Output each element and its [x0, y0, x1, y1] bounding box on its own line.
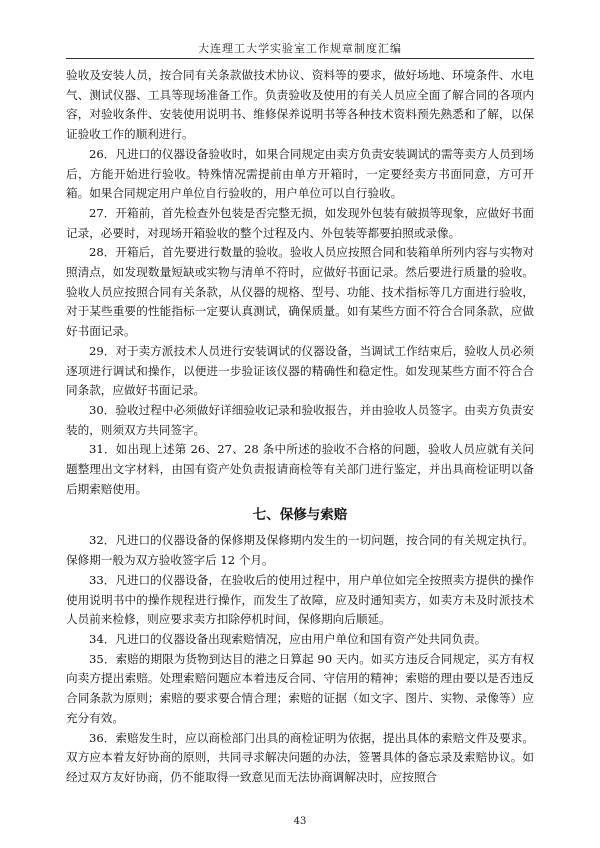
paragraph-30: 30．验收过程中必须做好详细验收记录和验收报告，并由验收人员签字。由卖方负责安装的，则须双方共同签字。 — [66, 402, 534, 437]
running-header: 大连理工大学实验室工作规章制度汇编 — [198, 42, 402, 55]
paragraph-32: 32．凡进口的仪器设备的保修期及保修期内发生的一切问题，按合同的有关规定执行。保修期一般为双方验收签字后 12 个月。 — [66, 533, 534, 568]
paragraph-27: 27．开箱前，首先检查外包装是否完整无损，如发现外包装有破损等现象，应做好书面记录，必要时，对现场开箱验收的整个过程及内、外包装等都要拍照或录像。 — [66, 205, 534, 240]
page-body — [66, 66, 534, 788]
section-heading: 七、保修与索赔 — [252, 507, 348, 524]
page-number: 43 — [293, 816, 307, 827]
paragraph-31: 31．如出现上述第 26、27、28 条中所述的验收不合格的问题，验收人员应就有关问题整理出文字材料，由国有资产处负责报请商检等有关部门进行鉴定，并出具商检证明以备后期索赔使用。 — [66, 442, 534, 496]
header-divider — [66, 58, 534, 59]
paragraph-25-continued: 验收及安装人员，按合同有关条款做技术协议、资料等的要求，做好场地、环境条件、水电气、测试仪器、工具等现场准备工作。负责验收及使用的有关人员应全面了解合同的各项内容，对验收条件、安装使用说明书、维修保养说明书等各种技术资料预先熟悉和了解，以保证验收工作的顺利进行。 — [66, 68, 534, 142]
paragraph-35: 35．索赔的期限为货物到达目的港之日算起 90 天内。如买方违反合同规定，买方有权向卖方提出索赔。处理索赔问题应本着违反合同、守信用的精神；索赔的理由要以是否违反合同条款为原则；索赔的要求要合情合理；索赔的证据（如文字、图片、实物、录像等）应充分有效。 — [66, 651, 534, 725]
paragraph-36: 36．索赔发生时，应以商检部门出具的商检证明为依据，提出具体的索赔文件及要求。双方应本着友好协商的原则，共同寻求解决问题的办法，签署具体的备忘录及索赔协议。如经过双方友好协商，仍不能取得一致意见而无法协商调解决时，应按照合 — [66, 730, 534, 784]
paragraph-34: 34．凡进口的仪器设备出现索赔情况，应由用户单位和国有资产处共同负责。 — [89, 631, 487, 646]
paragraph-33: 33．凡进口的仪器设备，在验收后的使用过程中，用户单位如完全按照卖方提供的操作使用说明书中的操作规程进行操作，而发生了故障，应及时通知卖方，如卖方未及时派技术人员前来检修，则应要求卖方扣除停机时间，保修期向后顺延。 — [66, 572, 534, 627]
paragraph-26: 26．凡进口的仪器设备验收时，如果合同规定由卖方负责安装调试的需等卖方人员到场后，方能开始进行验收。特殊情况需提前由单方开箱时，一定要经卖方书面同意，方可开箱。如果合同规定用户单位自行验收的，用户单位可以自行验收。 — [66, 146, 534, 201]
paragraph-29: 29．对于卖方派技术人员进行安装调试的仪器设备，当调试工作结束后，验收人员必须逐项进行调试和操作，以便进一步验证该仪器的精确性和稳定性。如发现某些方面不符合合同条款，应做好书面记录。 — [66, 343, 534, 398]
paragraph-28: 28．开箱后，首先要进行数量的验收。验收人员应按照合同和装箱单所列内容与实物对照清点，如发现数量短缺或实物与清单不符时，应做好书面记录。然后要进行质量的验收。验收人员应按照合同有关条款，从仪器的规格、型号、功能、技术指标等几方面进行验收，对于某些重要的性能指标一定要认真测试，确保质量。如有某些方面不符合合同条款，应做好书面记录。 — [66, 245, 534, 339]
